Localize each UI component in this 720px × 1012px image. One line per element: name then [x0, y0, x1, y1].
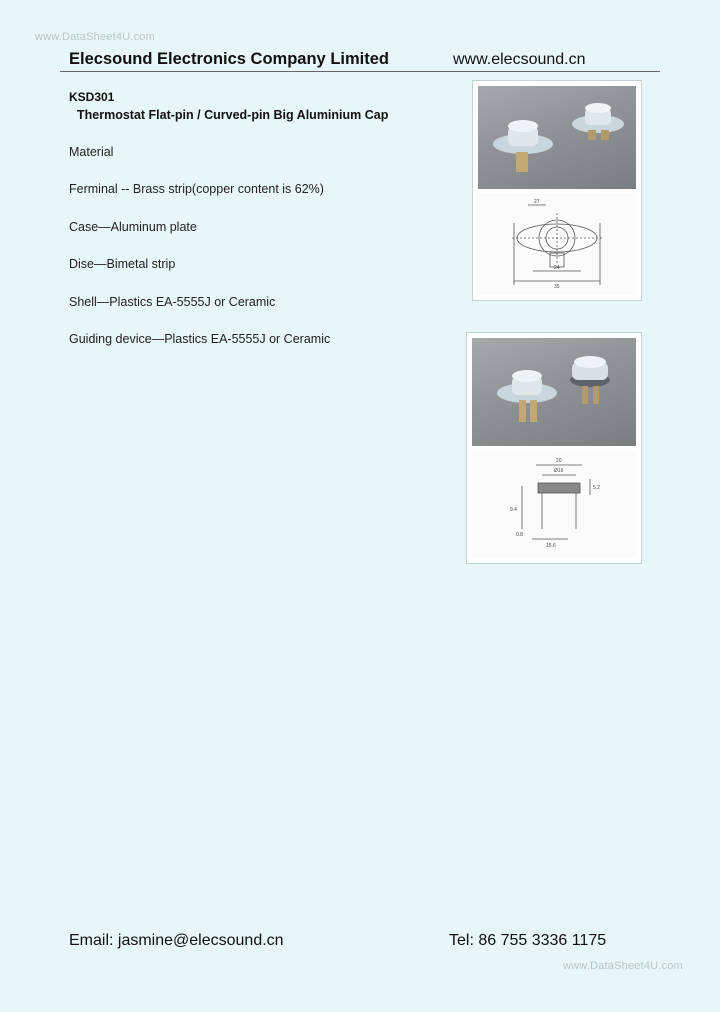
footer-telephone: Tel: 86 755 3336 1175 — [449, 932, 607, 949]
flat-pin-thermostat-icon — [478, 86, 636, 189]
header-divider — [60, 71, 660, 72]
company-name: Elecsound Electronics Company Limited — [69, 50, 389, 68]
curved-dim-pin: 0.8 — [516, 532, 523, 538]
flat-dim-mid: 24 — [554, 265, 560, 271]
curved-dim-side: 5.2 — [593, 485, 600, 491]
spec-disc: Dise—Bimetal strip — [69, 257, 176, 271]
spec-case: Case—Aluminum plate — [69, 220, 197, 234]
product-model: KSD301 — [69, 90, 115, 104]
spec-shell: Shell—Plastics EA-5555J or Ceramic — [69, 295, 276, 309]
footer-email[interactable]: Email: jasmine@elecsound.cn — [69, 932, 284, 949]
curved-pin-dimension-drawing — [472, 451, 636, 558]
curved-pin-drawing — [472, 451, 636, 558]
flat-dim-top: 27 — [534, 199, 540, 205]
watermark-top: www.DataSheet4U.com — [35, 31, 155, 43]
flat-pin-dimension-drawing — [478, 193, 636, 295]
spec-material: Material — [69, 145, 114, 159]
spec-terminal: Ferminal -- Brass strip(copper content is 62%) — [69, 182, 324, 196]
flat-dim-bottom: 35 — [554, 284, 560, 290]
website-link[interactable]: www.elecsound.cn — [453, 51, 586, 68]
curved-dim-base: 15.6 — [546, 543, 556, 549]
curved-pin-photo — [472, 338, 636, 446]
curved-dim-inner: Ø16 — [554, 468, 564, 474]
curved-dim-top: 20 — [556, 458, 562, 464]
flat-pin-drawing — [478, 193, 636, 295]
curved-pin-image-panel — [466, 332, 642, 564]
curved-pin-thermostat-icon — [472, 338, 636, 446]
product-title: Thermostat Flat-pin / Curved-pin Big Aluminium Cap — [77, 108, 389, 122]
curved-dim-height: 9.4 — [510, 507, 517, 513]
flat-pin-image-panel — [472, 80, 642, 301]
spec-guiding-device: Guiding device—Plastics EA-5555J or Ceramic — [69, 332, 331, 346]
flat-pin-photo — [478, 86, 636, 189]
watermark-bottom: www.DataSheet4U.com — [563, 960, 683, 972]
